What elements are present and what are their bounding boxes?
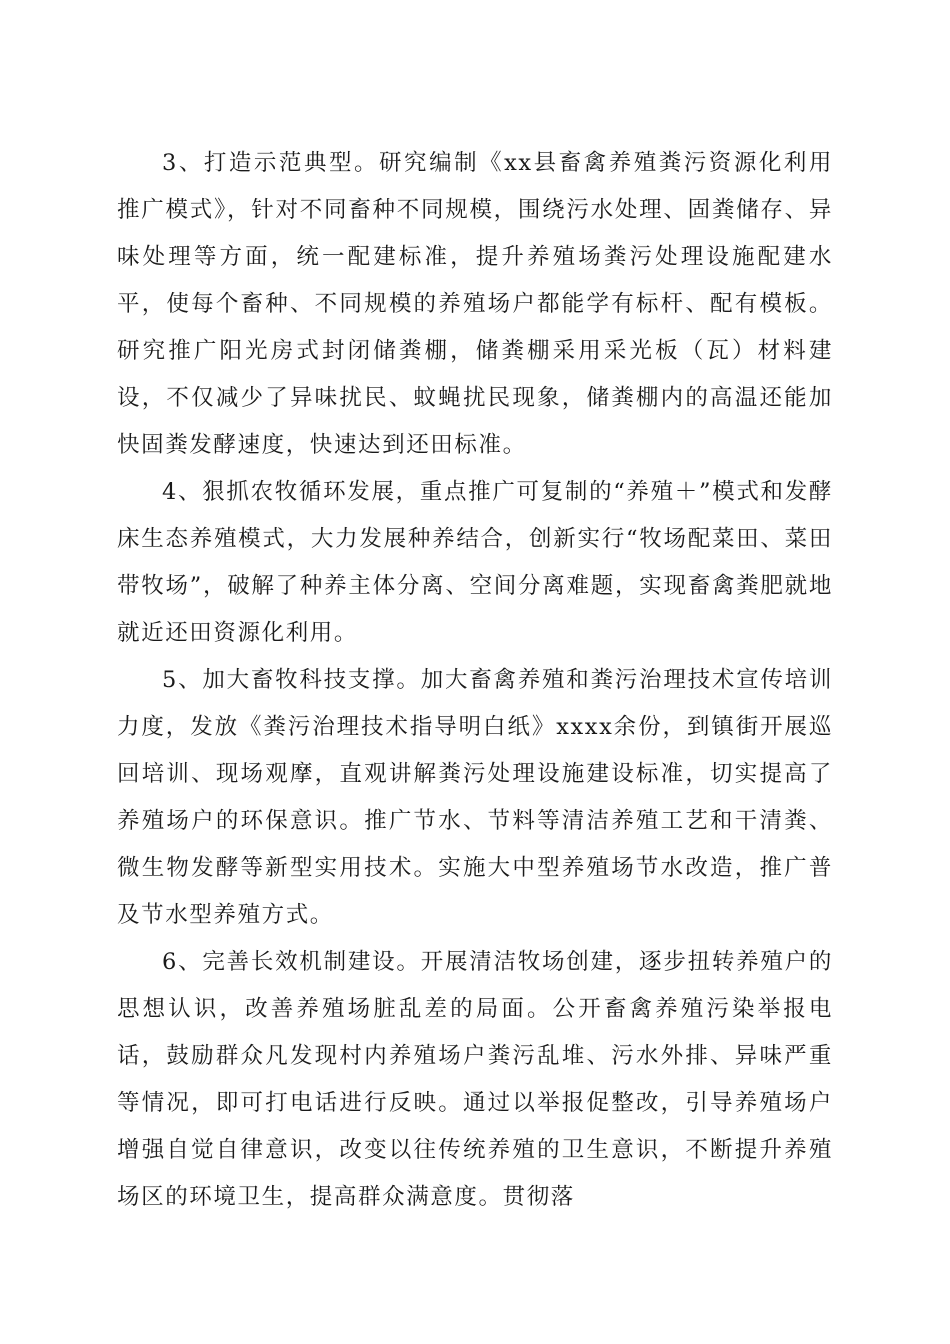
paragraph-5-tech-support: 5、加大畜牧科技支撑。加大畜禽养殖和粪污治理技术宣传培训力度，发放《粪污治理技术指导明白纸》xxxx余份，到镇街开展巡回培训、现场观摩，直观讲解粪污处理设施建设标准，切实提高了养殖场户的环保意识。推广节水、节料等清洁养殖工艺和干清粪、微生物发酵等新型实用技术。实施大中型养殖场节水改造，推广普及节水型养殖方式。 (117, 667, 833, 928)
paragraph-4-agri-livestock-cycle: 4、狠抓农牧循环发展，重点推广可复制的“养殖＋”模式和发酵床生态养殖模式，大力发展种养结合，创新实行“牧场配菜田、菜田带牧场”，破解了种养主体分离、空间分离难题，实现畜禽粪肥就地就近还田资源化利用。 (117, 479, 833, 646)
paragraph-3-demonstration: 3、打造示范典型。研究编制《xx县畜禽养殖粪污资源化利用推广模式》，针对不同畜种不同规模，围绕污水处理、固粪储存、异味处理等方面，统一配建标准，提升养殖场粪污处理设施配建水平，使每个畜种、不同规模的养殖场户都能学有标杆、配有模板。研究推广阳光房式封闭储粪棚，储粪棚采用采光板（瓦）材料建设，不仅减少了异味扰民、蚊蝇扰民现象，储粪棚内的高温还能加快固粪发酵速度，快速达到还田标准。 (117, 150, 833, 458)
document-body (117, 140, 833, 1221)
paragraph-6-long-term-mechanism: 6、完善长效机制建设。开展清洁牧场创建，逐步扭转养殖户的思想认识，改善养殖场脏乱差的局面。公开畜禽养殖污染举报电话，鼓励群众凡发现村内养殖场户粪污乱堆、污水外排、异味严重等情况，即可打电话进行反映。通过以举报促整改，引导养殖场户增强自觉自律意识，改变以往传统养殖的卫生意识，不断提升养殖场区的环境卫生，提高群众满意度。贯彻落 (117, 949, 833, 1210)
